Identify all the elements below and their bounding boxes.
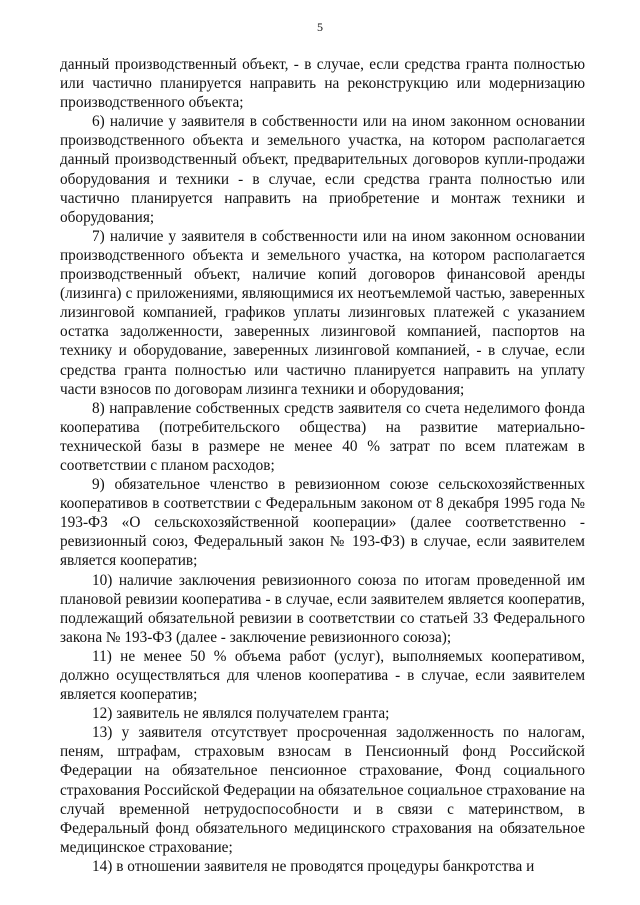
paragraph-item-14: 14) в отношении заявителя не проводятся процедуры банкротства и xyxy=(92,857,535,875)
paragraph-item-12: 12) заявитель не являлся получателем гранта; xyxy=(92,705,390,723)
paragraph-item-8: 8) направление собственных средств заявителя со счета неделимого фонда кооператива (потребительского общества) на развитие материально-технической базы в размере не менее 40 % затрат по всем платежам в соответствии с планом расходов; xyxy=(60,399,585,474)
paragraph-item-10: 10) наличие заключения ревизионного союза по итогам проведенной им плановой ревизии кооператива - в случае, если заявителем является кооператив, подлежащий обязательной ревизии в соответствии со статьей 33 Федерального закона № 193-ФЗ (далее - заключение ревизионного союза); xyxy=(60,571,585,646)
page-number: 5 xyxy=(317,20,323,34)
paragraph-item-13: 13) у заявителя отсутствует просроченная задолженность по налогам, пеням, штрафам, страховым взносам в Пенсионный фонд Российской Федерации на обязательное пенсионное страхование, Фонд социального страхования Российской Федерации на обязательное социальное страхование на случай временной нетрудоспособности и в связи с материнством, в Федеральный фонд обязательного медицинского страхования на обязательное медицинское страхование; xyxy=(60,724,585,856)
paragraph-item-11: 11) не менее 50 % объема работ (услуг), выполняемых кооперативом, должно осуществляться для членов кооператива - в случае, если заявителем является кооператив; xyxy=(60,647,585,704)
paragraph-item-7: 7) наличие у заявителя в собственности или на ином законном основании производственного объекта и земельного участка, на котором располагается производственный объект, наличие копий договоров финансовой аренды (лизинга) с приложениями, являющимися их неотъемлемой частью, заверенных лизинговой компанией, графиков уплаты лизинговых платежей с указанием остатка задолженности, заверенных лизинговой компанией, паспортов на технику и оборудование, заверенных лизинговой компанией, - в случае, если средства гранта полностью или частично планируется направить на уплату части взносов по договорам лизинга техники и оборудования; xyxy=(60,227,585,398)
paragraph-item-9: 9) обязательное членство в ревизионном союзе сельскохозяйственных кооперативов в соответствии с Федеральным законом от 8 декабря 1995 года № 193-ФЗ «О сельскохозяйственной кооперации» (далее соответственно - ревизионный союз, Федеральный закон № 193-ФЗ) в случае, если заявителем является кооператив; xyxy=(60,476,585,570)
paragraph-continuation: данный производственный объект, - в случае, если средства гранта полностью или частично планируется направить на реконструкцию или модернизацию производственного объекта; xyxy=(60,56,585,112)
document-body xyxy=(60,55,585,876)
paragraph-item-6: 6) наличие у заявителя в собственности или на ином законном основании производственного объекта и земельного участка, на котором располагается данный производственный объект, предварительных договоров купли-продажи оборудования и техники - в случае, если средства гранта полностью или частично планируется направить на приобретение и монтаж техники и оборудования; xyxy=(60,113,585,226)
